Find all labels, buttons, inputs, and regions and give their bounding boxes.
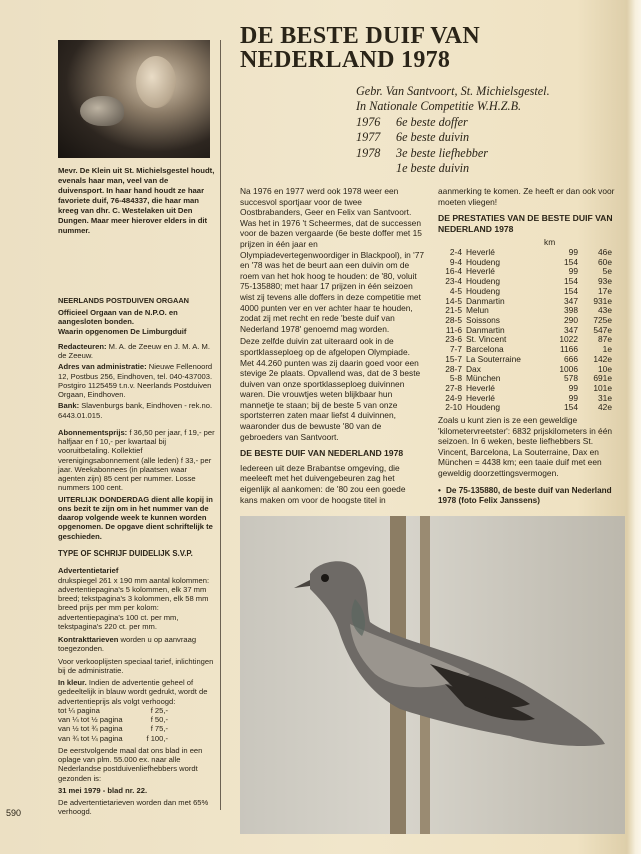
result-row [438, 287, 612, 297]
column-divider [220, 40, 221, 810]
km-label: km [544, 237, 556, 248]
result-row [438, 335, 612, 345]
result-date: 16-4 [445, 266, 462, 277]
result-prize: 142e [593, 353, 612, 364]
page-number: 590 [6, 808, 22, 818]
rate-row [58, 706, 168, 715]
result-prize: 5e [602, 266, 612, 277]
result-date: 9-4 [449, 256, 462, 267]
result-place: Danmartin [466, 295, 505, 306]
intro-achievement: 6e beste duivin [396, 130, 470, 145]
result-row [438, 365, 612, 375]
intro-achievement: 3e beste liefhebber [396, 145, 489, 160]
result-date: 2-10 [445, 402, 462, 413]
result-date: 15-7 [445, 353, 462, 364]
intro-competition: In Nationale Competitie W.H.Z.B. [356, 99, 522, 114]
org-title: NEERLANDS POSTDUIVEN ORGAAN [58, 296, 189, 305]
result-prize: 17e [598, 285, 612, 296]
intro-row [356, 161, 616, 176]
result-row [438, 258, 612, 268]
results-header-row [438, 238, 612, 248]
article-column-2 [438, 186, 618, 481]
result-date: 14-5 [445, 295, 462, 306]
sidebar-masthead [58, 296, 216, 817]
result-km: 99 [568, 382, 578, 393]
contract-text: worden u op aanvraag toegezonden. [58, 635, 197, 654]
result-place: Heverlé [466, 392, 495, 403]
bank-info: Slavenburgs bank, Eindhoven - rek.no. 6443.01.015. [58, 401, 213, 420]
result-place: Melun [466, 305, 489, 316]
intro-year: 1977 [356, 130, 381, 145]
result-km: 1006 [559, 363, 578, 374]
rate-label: van ¾ tot ¼ pagina [58, 733, 123, 743]
rate-price: f 75,- [150, 724, 168, 734]
intro-owner: Gebr. Van Santvoort, St. Michielsgestel. [356, 84, 550, 98]
result-place: Houdeng [466, 256, 500, 267]
editors-label: Redacteuren: [58, 341, 107, 351]
article-subheading: DE BESTE DUIF VAN NEDERLAND 1978 [240, 448, 404, 459]
intro-block [356, 84, 616, 176]
org-subtitle-2: Waarin opgenomen De Limburgduif [58, 326, 187, 336]
result-date: 23-6 [445, 334, 462, 345]
result-prize: 101e [593, 382, 612, 393]
admin-label: Adres van administratie: [58, 362, 147, 372]
result-date: 2-4 [449, 247, 462, 258]
intro-row [356, 115, 616, 130]
result-date: 4-5 [449, 285, 462, 296]
color-label: In kleur. [58, 678, 87, 688]
result-date: 28-5 [445, 315, 462, 325]
result-km: 1022 [559, 334, 578, 345]
result-km: 347 [564, 324, 578, 335]
result-km: 99 [568, 247, 578, 258]
result-prize: 93e [598, 276, 612, 287]
rate-row [58, 734, 168, 743]
held-pigeon [80, 96, 124, 126]
sale-list-text: Voor verkooplijsten speciaal tarief, inlichtingen bij de administratie. [58, 656, 214, 675]
result-row [438, 316, 612, 326]
result-km: 666 [564, 353, 578, 364]
result-row [438, 394, 612, 404]
intro-year: 1976 [356, 114, 381, 129]
first-issue-text: De eerstvolgende maal dat ons blad in een oplage van plm. 55.000 ex. naar alle Nederlandse postduivenliefhebbers wordt gezonden is: [58, 745, 203, 783]
pigeon-photo [240, 516, 625, 834]
result-km: 154 [564, 256, 578, 267]
result-prize: 10e [598, 363, 612, 374]
result-prize: 691e [593, 373, 612, 384]
result-place: Soissons [466, 315, 500, 325]
result-place: Heverlé [466, 247, 495, 258]
article-paragraph-3: Iedereen uit deze Brabantse omgeving, die meeleeft met het duivengebeuren zag het eigenlijk al aankomen: de '80 zou een goede kans maken om voor de hoogste titel in [240, 462, 406, 505]
result-date: 23-4 [445, 276, 462, 287]
result-row [438, 306, 612, 316]
result-km: 347 [564, 295, 578, 306]
result-date: 7-7 [449, 344, 462, 355]
result-prize: 1e [602, 344, 612, 355]
result-prize: 87e [598, 334, 612, 345]
intro-year [356, 161, 396, 176]
result-place: Heverlé [466, 382, 495, 393]
bank-label: Bank: [58, 401, 80, 411]
results-table [438, 238, 612, 413]
result-prize: 31e [598, 392, 612, 403]
intro-achievement: 6e beste doffer [396, 114, 468, 129]
result-place: München [466, 373, 501, 384]
article-paragraph-5: Zoals u kunt zien is ze een geweldige 'kilometervreetster': 6832 prijskilometers in één seizoen. In 6 weken, beste liefhebbers St. Vincent, Barcelona, La Souterraine, Dax en München = 4438 km; een taaie duif met een geweldig doorzettingsvermogen. [438, 415, 613, 478]
result-place: La Souterraine [466, 353, 521, 364]
result-place: Heverlé [466, 266, 495, 277]
result-km: 99 [568, 392, 578, 403]
org-subtitle: Officieel Orgaan van de N.P.O. en aangesloten bonden. [58, 308, 178, 327]
result-place: St. Vincent [466, 334, 507, 345]
rate-label: van ½ tot ¾ pagina [58, 724, 123, 734]
result-place: Houdeng [466, 276, 500, 287]
result-km: 578 [564, 373, 578, 384]
final-note: De advertentietarieven worden dan met 65% verhoogd. [58, 798, 209, 817]
result-km: 154 [564, 285, 578, 296]
color-text: Indien de advertentie geheel of gedeeltelijk in blauw wordt gedrukt, wordt de advertentieprijs als volgt verhoogd: [58, 678, 208, 706]
result-row [438, 297, 612, 307]
intro-row [356, 130, 616, 145]
issue-date: 31 mei 1979 - blad nr. 22. [58, 785, 148, 795]
intro-achievement: 1e beste duivin [396, 161, 470, 176]
result-row [438, 326, 612, 336]
article-paragraph-1: Na 1976 en 1977 werd ook 1978 weer een succesvol sportjaar voor de twee Oostbrabanders, Geer en Felix van Santvoort. Was het in 1976 't Scheermes, dat de successen voor de bazen vergaarde (6e beste doffer met 15 prijzen in één jaar en Olympiadevertegenwoordiger in Blackpool), in '77 en '78 was het de beurt aan een duivin om de roem van het hok hoog te houden: de '80, voluit 75-135880; met haar 17 prijzen in één seizoen wist zij tevens alle doffers in deze competitie met 4000 punten ver en ver achter haar te houden, zodat zij met recht en rede 'beste duif van Nederland 1978' genoemd mag worden. [240, 186, 425, 334]
result-km: 1166 [559, 344, 578, 355]
result-row [438, 374, 612, 384]
type-notice: TYPE OF SCHRIJF DUIDELIJK S.V.P. [58, 548, 193, 558]
rate-label: van ¼ tot ½ pagina [58, 715, 123, 725]
pigeon-illustration [280, 544, 610, 764]
rate-row [58, 715, 168, 724]
result-place: Danmartin [466, 324, 505, 335]
rate-price: f 25,- [150, 705, 168, 715]
result-row [438, 267, 612, 277]
result-row [438, 277, 612, 287]
rate-row [58, 724, 168, 733]
result-date: 21-5 [445, 305, 462, 316]
ad-title: Advertentietarief [58, 566, 119, 576]
result-prize: 725e [593, 315, 612, 325]
result-prize: 931e [593, 295, 612, 306]
result-prize: 43e [598, 305, 612, 316]
result-km: 99 [568, 266, 578, 277]
rate-label: tot ¼ pagina [58, 705, 100, 715]
woman-with-pigeon-photo [58, 40, 210, 158]
page-edge [627, 0, 641, 854]
intro-rows [356, 115, 616, 177]
admin-address: Nieuwe Fellenoord 12, Postbus 256, Eindhoven, tel. 040-437003. Postgiro 1125459 t.n.v. Neerlands Postduiven Orgaan, Eindhoven. [58, 362, 213, 400]
result-prize: 42e [598, 402, 612, 413]
editors: M. A. de Zeeuw en J. M. A. M. de Zeeuw. [58, 341, 210, 361]
result-place: Houdeng [466, 285, 500, 296]
result-km: 154 [564, 276, 578, 287]
result-place: Barcelona [466, 344, 504, 355]
results-heading: DE PRESTATIES VAN DE BESTE DUIF VAN NEDERLAND 1978 [438, 213, 613, 234]
photo-caption-left: Mevr. De Klein uit St. Michielsgestel houdt, evenals haar man, veel van de duivensport. In haar hand houdt ze haar favoriete duif, 76-484337, die haar man kreeg van dhr. C. Westelaken uit Den Dungen. Maar meer hierover elders in dit nummer. [58, 166, 215, 235]
result-prize: 60e [598, 256, 612, 267]
result-prize: 46e [598, 247, 612, 258]
result-date: 27-8 [445, 382, 462, 393]
result-date: 5-8 [449, 373, 462, 384]
result-place: Houdeng [466, 402, 500, 413]
result-row [438, 403, 612, 413]
deadline-notice: UITERLIJK DONDERDAG dient alle kopij in ons bezit te zijn om in het nummer van de daarop volgende week te kunnen worden opgenomen. De opgave dient schriftelijk te geschieden. [58, 494, 213, 541]
result-km: 290 [564, 315, 578, 325]
result-row [438, 355, 612, 365]
subscription-text: f 36,50 per jaar, f 19,- per halfjaar en f 10,- per kwartaal bij vooruitbetaling. Kollektief verenigingsabonnement (alle leden) f 33,- per jaar. Weekabonnees (in plaatsen waar agenten zijn) 85 cent per nummer. Losse nummers 100 cent. [58, 427, 215, 493]
result-row [438, 248, 612, 258]
rate-price: f 50,- [150, 715, 168, 725]
result-km: 154 [564, 402, 578, 413]
rate-price: f 100,- [146, 733, 168, 743]
ad-text: drukspiegel 261 x 190 mm aantal kolommen: advertentiepagina's 5 kolommen, elk 37 mm breed; tekstpagina's 3 kolommen, elk 58 mm breed prijs per mm per kolom: advertentiepagina's 100 ct. per mm, tekstpagina's 220 ct. per mm. [58, 575, 210, 631]
result-date: 24-9 [445, 392, 462, 403]
article-column-1 [240, 186, 425, 507]
contract-label: Kontrakttarieven [58, 635, 119, 645]
result-place: Dax [466, 363, 481, 374]
result-row [438, 345, 612, 355]
color-rates [58, 706, 216, 743]
result-prize: 547e [593, 324, 612, 335]
result-date: 28-7 [445, 363, 462, 374]
intro-row [356, 146, 616, 161]
photo-caption-text: De 75-135880, de beste duif van Nederland 1978 (foto Felix Janssens) [438, 486, 612, 505]
intro-year: 1978 [356, 145, 381, 160]
result-km: 398 [564, 305, 578, 316]
headline: DE BESTE DUIF VAN NEDERLAND 1978 [240, 23, 481, 73]
result-date: 11-6 [445, 324, 462, 335]
result-row [438, 384, 612, 394]
subscription-label: Abonnementsprijs: [58, 427, 128, 437]
article-paragraph-4: aanmerking te komen. Ze heeft er dan ook voor moeten vliegen! [438, 186, 615, 207]
article-paragraph-2: Deze zelfde duivin zat uiteraard ook in de sportklasseploeg op de afgelopen Olympiade. Met 44.260 punten was zij daarin goed voor een stevige 2e plaats. Opvallend was, dat de 3 beste duiven van onze sportklasseploeg duivinnen waren. Die vrouwtjes weten blijkbaar hun mannetje te staan; bij de beste 5 van onze sportsterren zaten maar liefst 4 duivinnen, waaronder dus de bewuste '80 van de gebroeders van Santvoort. [240, 336, 421, 442]
photo-caption: • De 75-135880, de beste duif van Nederland 1978 (foto Felix Janssens) [438, 486, 612, 505]
woman-face [136, 56, 176, 108]
